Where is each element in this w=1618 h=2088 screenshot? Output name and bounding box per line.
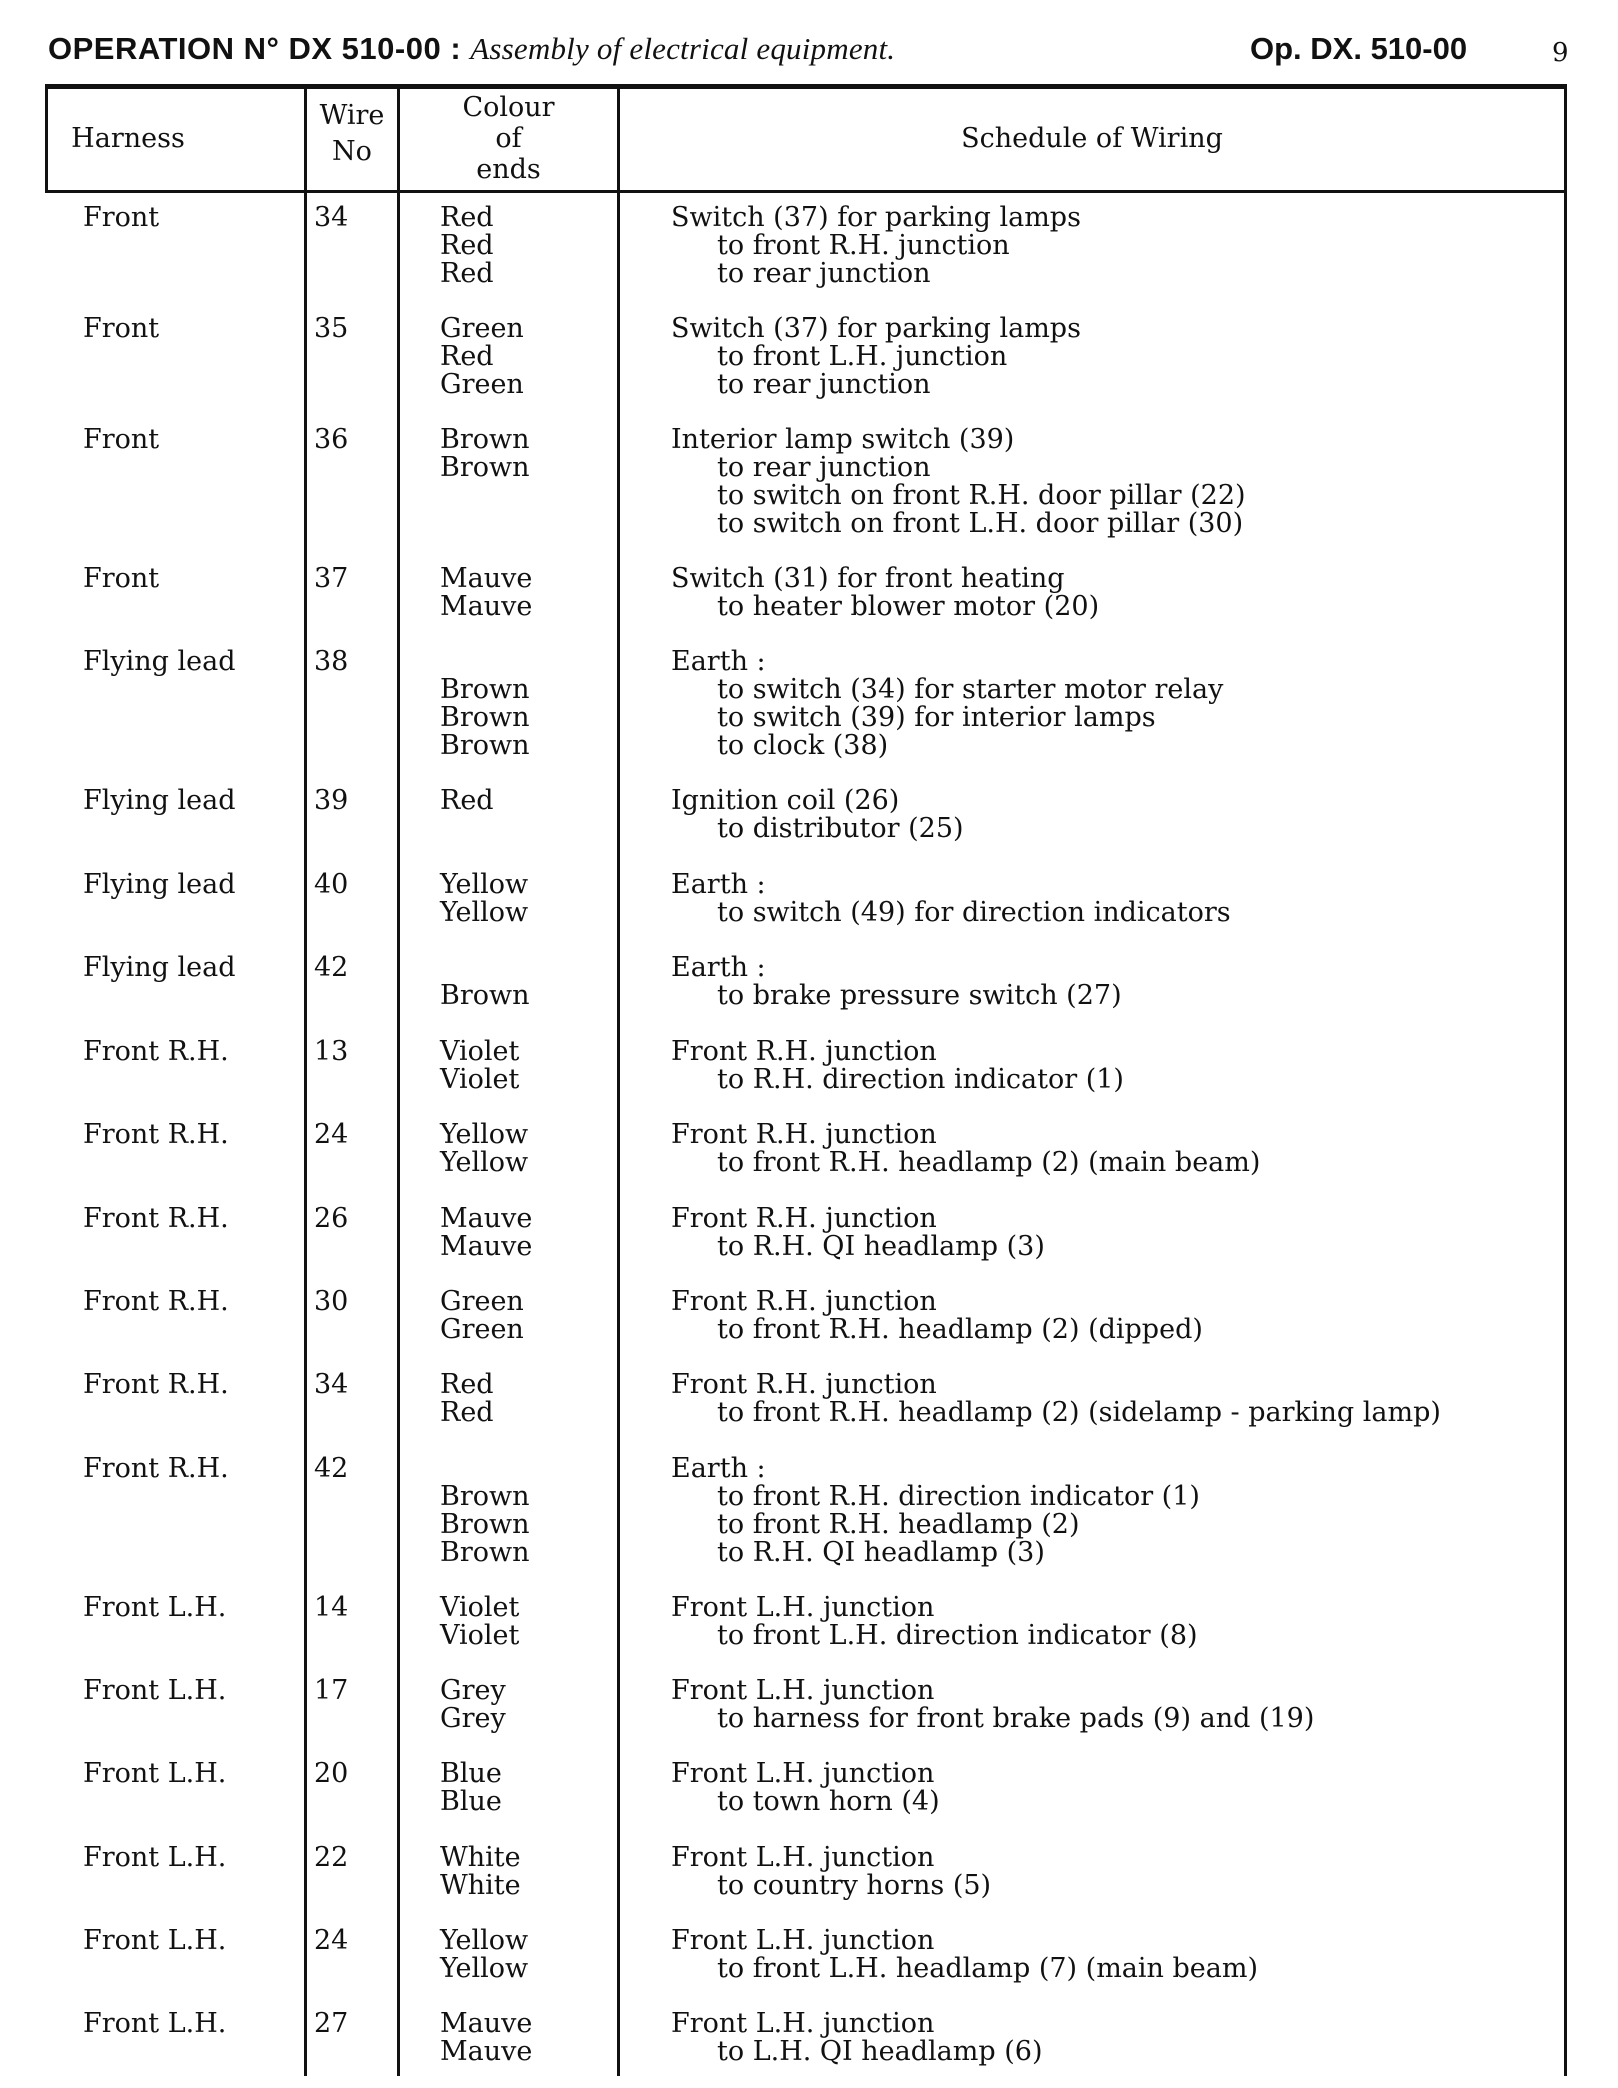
colour-end: Blue [440,1786,502,1817]
schedule-cell [671,954,1122,1010]
wire-number-cell: 27 [314,2008,349,2039]
colour-end: Green [440,313,524,344]
schedule-cell [671,787,964,843]
colour-end: Grey [440,1675,506,1706]
schedule-destination: to switch (39) for interior lamps [717,702,1156,733]
harness-cell: Front [83,202,160,233]
schedule-destination: to R.H. QI headlamp (3) [717,1537,1045,1568]
schedule-cell [671,1927,1258,1983]
colour-end: Mauve [440,591,533,622]
colour-end: Yellow [440,897,529,928]
schedule-destination: to front R.H. headlamp (2) (dipped) [717,1314,1203,1345]
colour-end: Mauve [440,1203,533,1234]
wire-number-cell: 35 [314,313,349,344]
harness-cell: Front L.H. [83,2008,227,2039]
schedule-destination: to heater blower motor (20) [717,591,1100,622]
harness-cell: Front [83,424,160,455]
schedule-source: Switch (31) for front heating [671,563,1065,594]
table-right-border [1564,86,1567,2076]
schedule-destination: to R.H. direction indicator (1) [717,1064,1124,1095]
wire-number-cell: 36 [314,424,349,455]
colour-end: Yellow [440,1953,529,1984]
harness-cell: Front R.H. [83,1286,229,1317]
wire-number-cell: 34 [314,202,349,233]
harness-cell: Front R.H. [83,1453,229,1484]
colour-end: Green [440,1314,524,1345]
operation-title: Assembly of electrical equipment. [470,31,896,66]
schedule-source: Switch (37) for parking lamps [671,313,1081,344]
schedule-cell [671,648,1223,760]
schedule-destination: to front R.H. direction indicator (1) [717,1481,1200,1512]
colour-end [440,1455,530,1483]
colour-end: Grey [440,1703,506,1734]
schedule-destination: to rear junction [717,452,931,483]
colour-end: Green [440,369,524,400]
colour-end: Yellow [440,1925,529,1956]
schedule-source: Front L.H. junction [671,1925,935,1956]
colour-end: White [440,1870,521,1901]
colour-end: Brown [440,674,530,705]
column-divider-harness [304,86,307,2076]
wire-number-cell: 37 [314,563,349,594]
colour-cell [440,1205,532,1261]
schedule-cell [671,1288,1203,1344]
schedule-destination: to rear junction [717,369,931,400]
schedule-cell [671,1677,1314,1733]
colour-cell [440,1760,502,1816]
colour-cell [440,1927,528,1983]
wire-number-cell: 42 [314,952,349,983]
colour-end: Mauve [440,2036,533,2067]
schedule-destination: to front R.H. junction [717,230,1010,261]
colour-end: Mauve [440,563,533,594]
harness-cell: Flying lead [83,646,236,677]
harness-cell: Front R.H. [83,1369,229,1400]
colour-cell [440,1288,524,1344]
colour-end [440,510,530,538]
schedule-destination: to switch (34) for starter motor relay [717,674,1224,705]
colour-cell [440,648,530,760]
schedule-source: Front R.H. junction [671,1203,937,1234]
schedule-source: Earth : [671,952,766,983]
harness-cell: Flying lead [83,869,236,900]
harness-cell: Front L.H. [83,1592,227,1623]
wire-number-cell: 14 [314,1592,349,1623]
column-header-harness: Harness [71,123,185,154]
colour-end: Mauve [440,2008,533,2039]
wire-number-cell: 42 [314,1453,349,1484]
wire-number-cell: 39 [314,785,349,816]
schedule-cell [671,1121,1260,1177]
colour-end: Yellow [440,869,529,900]
schedule-destination: to distributor (25) [717,813,964,844]
schedule-destination: to front R.H. headlamp (2) (main beam) [717,1147,1261,1178]
schedule-source: Interior lamp switch (39) [671,424,1015,455]
harness-cell: Front R.H. [83,1036,229,1067]
colour-end: Mauve [440,1231,533,1262]
harness-cell: Front L.H. [83,1842,227,1873]
schedule-cell [671,1455,1200,1567]
schedule-cell [671,871,1231,927]
colour-end: Brown [440,730,530,761]
schedule-destination: to front L.H. headlamp (7) (main beam) [717,1953,1259,1984]
schedule-source: Front L.H. junction [671,1842,935,1873]
wire-number-cell: 30 [314,1286,349,1317]
harness-cell: Front R.H. [83,1119,229,1150]
schedule-cell [671,1760,940,1816]
colour-end [440,815,494,843]
wire-number-cell: 38 [314,646,349,677]
schedule-source: Switch (37) for parking lamps [671,202,1081,233]
schedule-source: Front R.H. junction [671,1119,937,1150]
schedule-source: Front R.H. junction [671,1286,937,1317]
colour-end: Red [440,1397,494,1428]
harness-cell: Front [83,313,160,344]
schedule-source: Front R.H. junction [671,1036,937,1067]
schedule-destination: to front L.H. direction indicator (8) [717,1620,1198,1651]
column-header-colour: Colour of ends [462,92,555,185]
colour-end: Violet [440,1620,520,1651]
schedule-destination: to R.H. QI headlamp (3) [717,1231,1045,1262]
colour-end: Red [440,202,494,233]
table-header-rule [45,190,1567,193]
colour-cell [440,204,494,288]
colour-end: Blue [440,1758,502,1789]
schedule-cell [671,1844,991,1900]
schedule-destination: to brake pressure switch (27) [717,980,1122,1011]
wire-number-cell: 24 [314,1925,349,1956]
colour-cell [440,426,530,538]
colour-cell [440,1121,528,1177]
colour-cell [440,1677,506,1733]
colour-cell [440,565,532,621]
harness-cell: Front L.H. [83,1925,227,1956]
colour-end: Yellow [440,1119,529,1150]
schedule-cell [671,2010,1043,2066]
colour-end: Violet [440,1036,520,1067]
wire-number-cell: 22 [314,1842,349,1873]
schedule-cell [671,1371,1441,1427]
column-divider-colour [617,86,620,2076]
column-header-schedule: Schedule of Wiring [961,123,1223,154]
schedule-destination: to front R.H. headlamp (2) (sidelamp - parking lamp) [717,1397,1441,1428]
colour-end: Red [440,341,494,372]
schedule-cell [671,1594,1198,1650]
colour-end: Green [440,1286,524,1317]
schedule-cell [671,204,1081,288]
wire-number-cell: 20 [314,1758,349,1789]
schedule-source: Earth : [671,1453,766,1484]
schedule-source: Ignition coil (26) [671,785,900,816]
schedule-source: Front L.H. junction [671,1758,935,1789]
colour-end [440,482,530,510]
table-top-rule [45,84,1567,89]
harness-cell: Front L.H. [83,1675,227,1706]
schedule-cell [671,1205,1045,1261]
colour-cell [440,1371,494,1427]
colour-end: White [440,1842,521,1873]
colour-end: Brown [440,452,530,483]
colour-end: Red [440,1369,494,1400]
colour-cell [440,871,528,927]
harness-cell: Flying lead [83,952,236,983]
schedule-destination: to clock (38) [717,730,889,761]
column-divider-wire [397,86,400,2076]
schedule-destination: to town horn (4) [717,1786,940,1817]
schedule-destination: to switch on front L.H. door pillar (30) [717,508,1244,539]
schedule-source: Front L.H. junction [671,1592,935,1623]
schedule-destination: to country horns (5) [717,1870,992,1901]
colour-end: Brown [440,702,530,733]
schedule-source: Front L.H. junction [671,1675,935,1706]
schedule-destination: to switch on front R.H. door pillar (22) [717,480,1246,511]
column-header-wire: Wire No [319,100,385,167]
schedule-cell [671,315,1081,399]
schedule-source: Earth : [671,869,766,900]
schedule-source: Earth : [671,646,766,677]
harness-cell: Front R.H. [83,1203,229,1234]
schedule-destination: to front R.H. headlamp (2) [717,1509,1080,1540]
colour-end: Brown [440,424,530,455]
colour-end: Violet [440,1592,520,1623]
colour-cell [440,1038,519,1094]
colour-end: Red [440,230,494,261]
schedule-cell [671,1038,1124,1094]
colour-cell [440,315,524,399]
colour-end: Brown [440,1537,530,1568]
colour-end: Brown [440,1509,530,1540]
wire-number-cell: 24 [314,1119,349,1150]
colour-cell [440,1844,521,1900]
colour-end: Yellow [440,1147,529,1178]
colour-cell [440,2010,532,2066]
colour-end: Violet [440,1064,520,1095]
colour-cell [440,1455,530,1567]
colour-end: Red [440,785,494,816]
schedule-cell [671,426,1246,538]
harness-cell: Flying lead [83,785,236,816]
schedule-destination: to switch (49) for direction indicators [717,897,1231,928]
colour-end: Red [440,258,494,289]
wire-number-cell: 13 [314,1036,349,1067]
schedule-destination: to harness for front brake pads (9) and (19) [717,1703,1315,1734]
harness-cell: Front [83,563,160,594]
schedule-destination: to L.H. QI headlamp (6) [717,2036,1043,2067]
wire-number-cell: 17 [314,1675,349,1706]
operation-reference: Op. DX. 510-00 [1250,31,1468,66]
colour-end [440,648,530,676]
harness-cell: Front L.H. [83,1758,227,1789]
schedule-source: Front R.H. junction [671,1369,937,1400]
operation-heading [48,31,895,67]
colour-cell [440,1594,519,1650]
wire-number-cell: 26 [314,1203,349,1234]
schedule-destination: to rear junction [717,258,931,289]
colour-cell [440,787,494,843]
colour-end [440,954,530,982]
operation-number: OPERATION N° DX 510-00 : [48,31,462,66]
schedule-source: Front L.H. junction [671,2008,935,2039]
wire-number-cell: 34 [314,1369,349,1400]
wire-number-cell: 40 [314,869,349,900]
colour-cell [440,954,530,1010]
page-number: 9 [1552,38,1569,68]
schedule-destination: to front L.H. junction [717,341,1008,372]
colour-end: Brown [440,1481,530,1512]
colour-end: Brown [440,980,530,1011]
schedule-cell [671,565,1099,621]
